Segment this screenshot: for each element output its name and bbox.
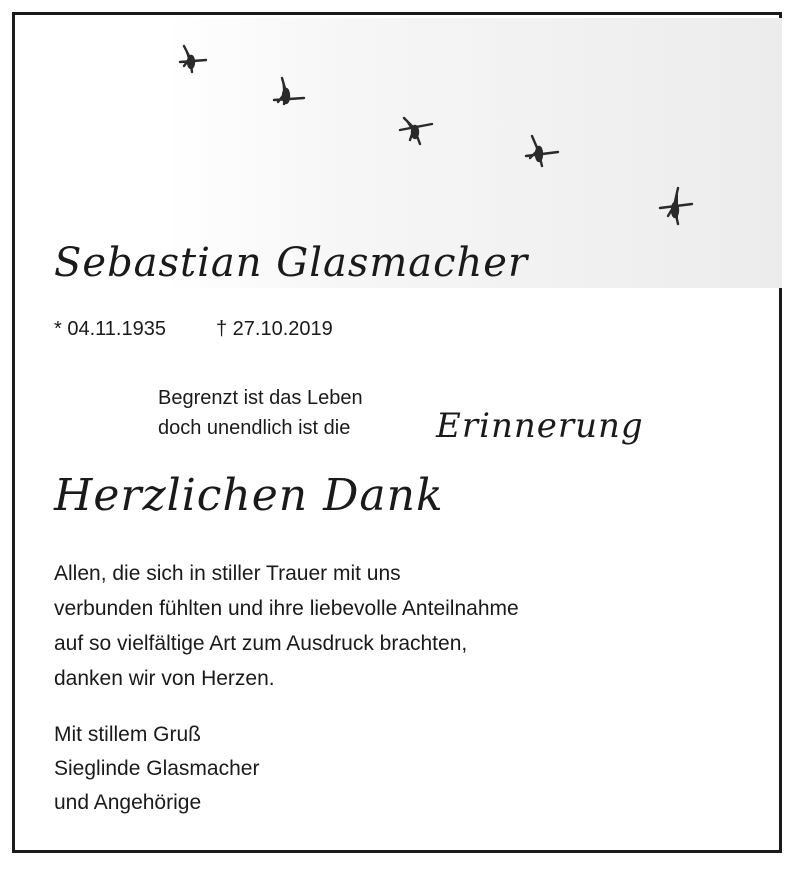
signature-block — [54, 718, 259, 820]
message-line: Allen, die sich in stiller Trauer mit uns — [54, 562, 401, 585]
quote-line: Begrenzt ist das Leben — [158, 387, 363, 409]
closing-line: Sieglinde Glasmacher — [54, 757, 260, 780]
thanks-message — [54, 556, 519, 696]
death-date: † 27.10.2019 — [216, 318, 333, 340]
quote-line: doch unendlich ist die — [158, 417, 351, 439]
quote — [158, 383, 363, 443]
closing-line: Mit stillem Gruß — [54, 723, 201, 746]
bird-icon — [180, 46, 206, 72]
quote-highlight: Erinnerung — [436, 406, 644, 446]
bird-icon — [274, 78, 304, 104]
deceased-name: Sebastian Glasmacher — [54, 240, 529, 286]
bird-icon — [400, 118, 432, 144]
message-line: verbunden fühlten und ihre liebevolle Anteilnahme — [54, 597, 519, 620]
closing-line: und Angehörige — [54, 791, 202, 814]
bird-icon — [660, 188, 692, 224]
birth-date: * 04.11.1935 — [54, 318, 166, 340]
bird-icon — [526, 136, 558, 166]
message-line: danken wir von Herzen. — [54, 667, 275, 690]
heading-thanks: Herzlichen Dank — [54, 470, 444, 521]
message-line: auf so vielfältige Art zum Ausdruck brachten, — [54, 632, 468, 655]
